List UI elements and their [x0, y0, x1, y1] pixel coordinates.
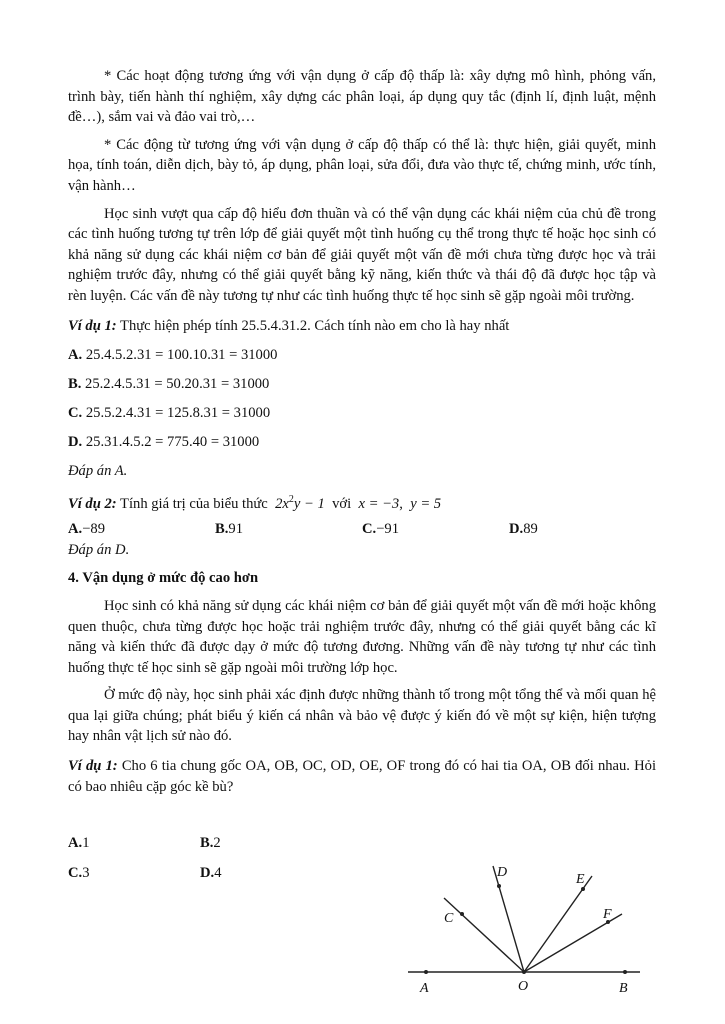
section4-heading: 4. Vận dụng ở mức độ cao hơn: [68, 570, 259, 587]
example1-option-a: A. 25.4.5.2.31 = 100.10.31 = 31000: [68, 347, 278, 364]
example1-label: Ví dụ 1:: [68, 317, 117, 334]
label-a: A: [420, 981, 429, 996]
example2-option-d: D.89: [509, 521, 538, 538]
label-d: D: [497, 865, 508, 880]
example1-option-b: B. 25.2.4.5.31 = 50.20.31 = 31000: [68, 376, 270, 393]
example1-option-d: D. 25.31.4.5.2 = 775.40 = 31000: [68, 434, 260, 451]
point-b-dot: [623, 970, 627, 974]
ray-od: [493, 866, 524, 972]
example2-expr-base: 2x: [275, 495, 289, 512]
label-f: F: [603, 907, 612, 922]
example3-option-a: A.1: [68, 835, 90, 852]
example3-option-b: B.2: [200, 835, 221, 852]
rays-diagram: [400, 858, 650, 998]
label-c: C: [444, 911, 454, 926]
example2-options: [68, 519, 656, 540]
example1-expr: 25.5.4.31.2: [241, 317, 308, 334]
point-c-dot: [460, 912, 464, 916]
example2-cond2: y = 5: [410, 495, 442, 512]
example1-text: Thực hiện phép tính: [120, 317, 238, 334]
example1-answer: Đáp án A.: [68, 463, 128, 480]
ray-oc: [444, 898, 524, 972]
point-e-dot: [581, 887, 585, 891]
example1-question: [68, 316, 656, 337]
example2-option-c: C.−91: [362, 521, 400, 538]
example2-with: với: [332, 495, 352, 512]
paragraph-verbs: * Các động từ tương ứng với vận dụng ở cấp độ thấp có thể là: thực hiện, giải quyết, minh họa, tính toán, diễn dịch, bày tỏ, áp dụng, phân loại, sửa đổi, đưa vào thực tế, chứng minh, ước tính, vận hành…: [68, 136, 656, 194]
section4-paragraph-2: Ở mức độ này, học sinh phải xác định được những thành tố trong một tổng thể và mối quan hệ qua lại giữa chúng; phát biểu ý kiến cá nhân và bảo vệ được ý kiến đó về một sự kiện, hiện tượng hay nhân vật lịch sử nào đó.: [68, 687, 656, 745]
document-page: [68, 66, 656, 883]
paragraph-activities: * Các hoạt động tương ứng với vận dụng ở cấp độ thấp là: xây dựng mô hình, phỏng vấn, trình bày, tiến hành thí nghiệm, xây dựng các phân loại, áp dụng quy tắc (định lí, định luật, mệnh đề…), sắm vai và đảo vai trò,…: [68, 68, 656, 126]
example2-question: Ví dụ 2: Tính giá trị của biểu thức $2x^2y - 1$ với x = −3, y = 5: [68, 494, 442, 512]
example2-text: Tính giá trị của biểu thức: [120, 495, 268, 512]
paragraph-application: Học sinh vượt qua cấp độ hiểu đơn thuần và có thể vận dụng các khái niệm của chủ đề trong các tình huống tương tự trên lớp để giải quyết một tình huống cụ thể trong thực tế hoặc học sinh có khả năng sử dụng các khái niệm cơ bản để giải quyết một vấn đề mới chưa từng được học và trải nghiệm trước đây, nhưng có thể giải quyết bằng kỹ năng, kiến thức và thái độ đã được học tập và rèn luyện. Các vấn đề này tương tự như các tình huống thực tế học sinh sẽ gặp ngoài môi trường.: [68, 205, 656, 304]
rays-figure: [400, 858, 650, 998]
point-d-dot: [497, 884, 501, 888]
example3-options-row1: [68, 833, 656, 854]
example2-option-b: B.91: [215, 521, 243, 538]
example3-text: Cho 6 tia chung gốc OA, OB, OC, OD, OE, OF trong đó có hai tia OA, OB đối nhau. Hỏi có bao nhiêu cặp góc kề bù?: [68, 758, 656, 795]
point-o-dot: [522, 970, 526, 974]
section4-paragraph-1: Học sinh có khả năng sử dụng các khái niệm cơ bản để giải quyết một vấn đề mới hoặc không quen thuộc, chưa từng được học hoặc trải nghiệm trước đây, nhưng có thể giải quyết bằng các kĩ năng và kiến thức đã được dạy ở mức độ tương đương. Những vấn đề này tương tự như các tình huống thực tế học sinh sẽ gặp ngoài môi trường lớp học.: [68, 597, 656, 676]
point-a-dot: [424, 970, 428, 974]
example2-option-a: A.−89: [68, 521, 106, 538]
example1-question-text: . Cách tính nào em cho là hay nhất: [307, 317, 510, 334]
label-e: E: [576, 872, 585, 887]
example2-answer: Đáp án D.: [68, 541, 130, 558]
example2-cond1: x = −3: [358, 495, 400, 512]
example2-label: Ví dụ 2:: [68, 495, 117, 512]
example2-expr-rest: y − 1: [293, 495, 325, 512]
example2-expr-exp: 2: [288, 494, 294, 506]
example3-option-c: C.3: [68, 864, 90, 881]
example3-question: [68, 756, 656, 797]
example1-option-c: C. 25.5.2.4.31 = 125.8.31 = 31000: [68, 405, 271, 422]
example3-option-d: D.4: [200, 864, 222, 881]
example3-label: Ví dụ 1:: [68, 758, 118, 775]
label-b: B: [619, 981, 628, 996]
label-o: O: [518, 979, 529, 994]
